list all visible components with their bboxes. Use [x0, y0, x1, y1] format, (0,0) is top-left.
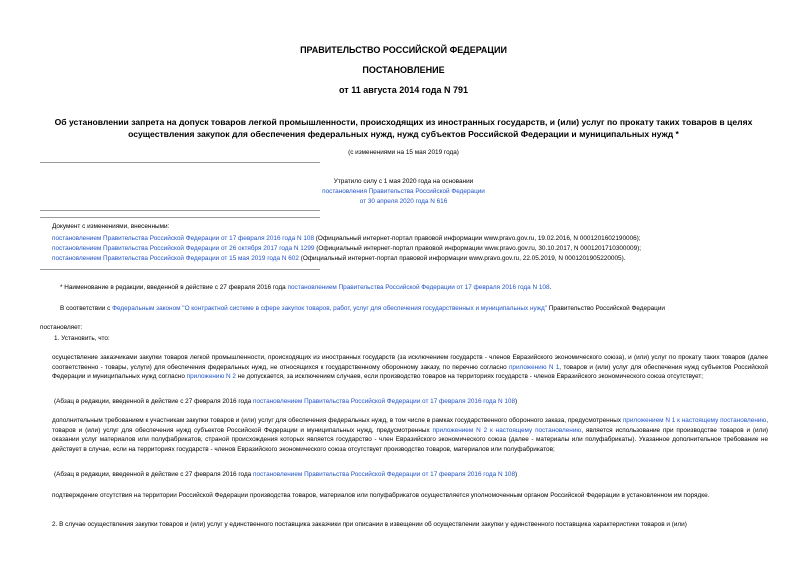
paragraph-text: , товаров и (или) услуг для обеспечения нужд субъектов Российской Федерации и муниципальных нужд согласно	[52, 363, 768, 381]
edit-note-text: (Абзац в редакции, введенной в действие с 27 февраля 2016 года	[54, 471, 254, 478]
document-title-line-1: Об установлении запрета на допуск товаров легкой промышленности, происходящих из иностранных государств, и (или) услуг по прокату таких товаров в целях	[54, 117, 753, 127]
paragraph-text: не допускается, за исключением случаев, если производство товаров на территориях государств - членов Евразийского экономического союза отсутствует;	[235, 373, 704, 381]
appendix-2-link[interactable]: приложению N 2	[186, 373, 236, 381]
divider	[40, 162, 320, 163]
paragraph-text: , является использование при производстве товаров и (или) оказании услуг материалов или полуфабрикатов, страной происхождения которых является государство - член Евразийского экономического союза (далее - материалы или полуфабрикаты). Указанное дополнительное требование не действует в случае, если на территориях государств - членов Евразийского экономического союза отсутствует производство товаров, материалов или полуфабрикатов;	[52, 426, 769, 453]
preamble	[60, 304, 665, 314]
edit-note-link[interactable]: постановлением Правительства Российской Федерации от 17 февраля 2016 года N 108	[253, 471, 516, 478]
document-type: ПОСТАНОВЛЕНИЕ	[362, 65, 445, 75]
footnote-end: .	[549, 284, 552, 291]
divider	[40, 210, 320, 211]
status-line: Утратило силу с 1 мая 2020 года на основании	[333, 178, 474, 185]
divider	[40, 269, 320, 270]
appendix-1-link[interactable]: приложению N 1	[508, 363, 560, 371]
edit-note-text: )	[515, 398, 518, 405]
edit-note-text: )	[515, 471, 518, 478]
paragraph-text: , товаров и (или) услуг для обеспечения нужд субъектов Российской Федерации и муниципальных нужд, предусмотренных	[52, 417, 769, 434]
edit-note	[54, 470, 517, 480]
government-name: ПРАВИТЕЛЬСТВО РОССИЙСКОЙ ФЕДЕРАЦИИ	[300, 45, 507, 55]
paragraph-1	[52, 353, 768, 382]
federal-law-link[interactable]: Федеральным законом "О контрактной системе в сфере закупок товаров, работ, услуг для обеспечения государственных и муниципальных нужд"	[112, 305, 548, 312]
status-link-date[interactable]: от 30 апреля 2020 года N 616	[359, 198, 448, 205]
edit-note-text: (Абзац в редакции, введенной в действие с 27 февраля 2016 года	[54, 398, 254, 405]
appendix-1-link[interactable]: приложением N 1 к настоящему постановлению	[622, 417, 767, 424]
paragraph-2	[52, 416, 768, 454]
paragraph-text: осуществление заказчиками закупки товаров легкой промышленности, происходящих из иностранных государств (за исключением государств - членов Евразийского экономического союза), и (или) услуг по прокату таких товаров (далее соответственно - товары, услуги) для обеспечения федеральных нужд, не относящихся к государственному оборонному заказу, по перечню согласно	[52, 354, 768, 371]
amendment-link[interactable]: постановлением Правительства Российской Федерации от 26 октября 2017 года N 1299	[52, 245, 315, 252]
revision-note: (с изменениями на 15 мая 2019 года)	[348, 149, 459, 156]
amendments-heading: Документ с изменениями, внесенными:	[52, 223, 170, 230]
status-link-resolution[interactable]: постановления Правительства Российской Федерации	[322, 188, 485, 195]
preamble-text: Правительство Российской Федерации	[547, 305, 665, 312]
footnote-text: * Наименование в редакции, введенной в действие с 27 февраля 2016 года	[60, 284, 288, 291]
edit-note-link[interactable]: постановлением Правительства Российской Федерации от 17 февраля 2016 года N 108	[253, 398, 516, 405]
footnote-link[interactable]: постановлением Правительства Российской Федерации от 17 февраля 2016 года N 108	[287, 284, 550, 291]
amendment-source: (Официальный интернет-портал правовой информации www.pravo.gov.ru, 30.10.2017, N 0001201710300009);	[314, 245, 642, 252]
amendment-source: (Официальный интернет-портал правовой информации www.pravo.gov.ru, 19.02.2016, N 0001201602190006);	[314, 235, 641, 242]
preamble-text: В соответствии с	[60, 305, 113, 312]
amendment-item	[52, 234, 641, 244]
divider	[40, 217, 320, 218]
amendment-item	[52, 254, 626, 264]
amendment-link[interactable]: постановлением Правительства Российской Федерации от 15 мая 2019 года N 602	[52, 255, 299, 262]
item-1: 1. Установить, что:	[54, 335, 110, 342]
appendix-2-link[interactable]: приложением N 2 к настоящему постановлению	[432, 426, 582, 434]
paragraph-text: дополнительным требованием к участникам закупки товаров и (или) услуг для обеспечения федеральных нужд, в том числе в рамках государственного оборонного заказа, предусмотренных	[52, 417, 623, 424]
document-title-line-2: осуществления закупок для обеспечения федеральных нужд, нужд субъектов Российской Федерации и муниципальных нужд *	[128, 129, 679, 139]
paragraph-3: подтверждение отсутствия на территории Российской Федерации производства товаров, материалов или полуфабрикатов осуществляется уполномоченным органом Российской Федерации в установленном им порядке.	[52, 492, 710, 499]
amendment-item	[52, 244, 641, 254]
item-2: 2. В случае осуществления закупки товаров и (или) услуг у единственного поставщика заказчики при описании в извещении об осуществлении закупки у единственного поставщика характеристики товаров и (или)	[52, 521, 687, 528]
title-footnote	[60, 283, 551, 293]
amendment-link[interactable]: постановлением Правительства Российской Федерации от 17 февраля 2016 года N 108	[52, 235, 315, 242]
edit-note	[54, 397, 517, 407]
decides: постановляет:	[40, 324, 83, 331]
amendment-source: (Официальный интернет-портал правовой информации www.pravo.gov.ru, 22.05.2019, N 0001201905220005).	[298, 255, 626, 262]
document-date-number: от 11 августа 2014 года N 791	[339, 85, 468, 95]
